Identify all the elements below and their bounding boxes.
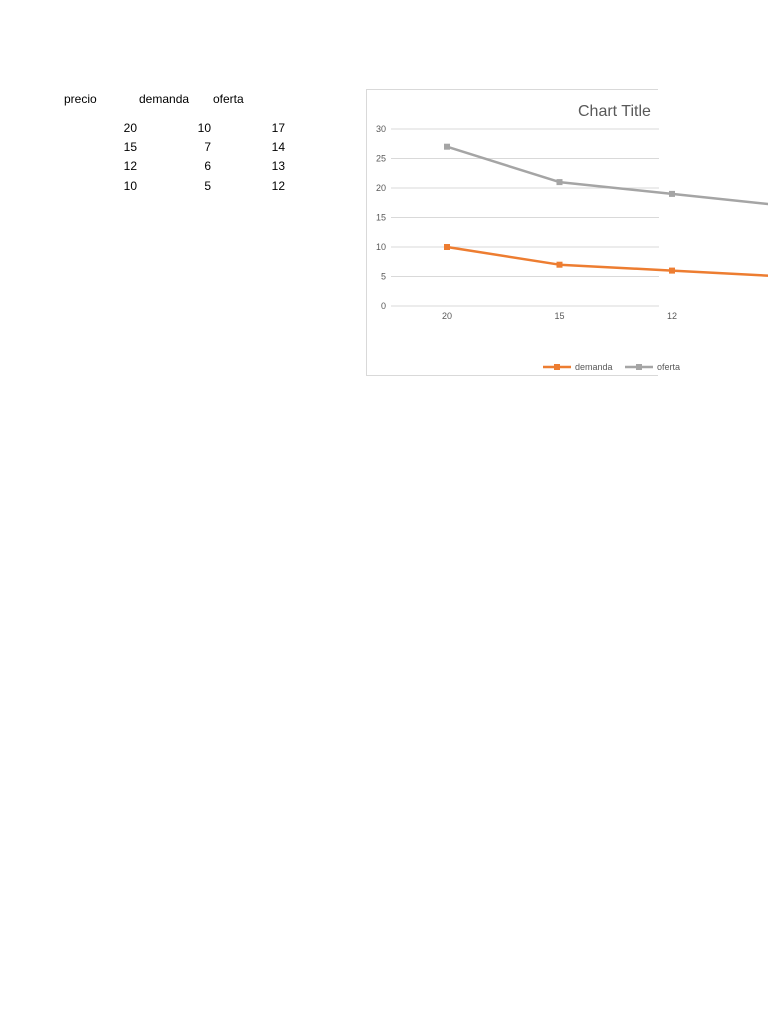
line-chart[interactable] bbox=[366, 89, 681, 376]
data-point bbox=[557, 262, 563, 268]
table-cell[interactable]: 13 bbox=[271, 159, 285, 173]
chart-plot bbox=[367, 90, 681, 377]
y-tick-label: 30 bbox=[375, 124, 386, 134]
table-cell[interactable]: 7 bbox=[204, 140, 211, 154]
y-tick-label: 20 bbox=[375, 183, 386, 193]
header-precio[interactable]: precio bbox=[64, 92, 97, 106]
x-tick-label: 20 bbox=[441, 311, 453, 321]
header-demanda[interactable]: demanda bbox=[139, 92, 190, 106]
table-cell[interactable]: 12 bbox=[123, 159, 137, 173]
legend-marker bbox=[636, 364, 642, 370]
data-point bbox=[669, 268, 675, 274]
header-oferta[interactable]: oferta bbox=[213, 92, 244, 106]
data-point bbox=[444, 144, 450, 150]
table-cell[interactable]: 10 bbox=[123, 179, 137, 193]
legend-label: oferta bbox=[657, 362, 681, 372]
x-tick-label: 12 bbox=[666, 311, 678, 321]
data-point bbox=[444, 244, 450, 250]
chart-title[interactable]: Chart Title bbox=[578, 103, 651, 120]
table-cell[interactable]: 15 bbox=[123, 140, 137, 154]
table-cell[interactable]: 14 bbox=[271, 140, 285, 154]
data-point bbox=[557, 179, 563, 185]
table-cell[interactable]: 20 bbox=[123, 121, 137, 135]
y-tick-label: 15 bbox=[375, 212, 386, 223]
legend-label: demanda bbox=[575, 362, 613, 372]
table-cell[interactable]: 17 bbox=[271, 121, 285, 135]
y-tick-label: 5 bbox=[380, 271, 386, 282]
table-cell[interactable]: 12 bbox=[271, 179, 285, 193]
x-tick-label: 15 bbox=[554, 311, 565, 321]
series-line-oferta bbox=[447, 147, 768, 206]
table-cell[interactable]: 6 bbox=[204, 159, 211, 173]
table-cell[interactable]: 5 bbox=[204, 179, 211, 193]
data-point bbox=[669, 191, 675, 197]
y-tick-label: 25 bbox=[375, 153, 386, 164]
table-cell[interactable]: 10 bbox=[197, 121, 211, 135]
data-table bbox=[0, 0, 320, 200]
series-line-demanda bbox=[447, 247, 768, 277]
y-tick-label: 0 bbox=[380, 301, 386, 311]
y-tick-label: 10 bbox=[375, 242, 386, 252]
legend-marker bbox=[554, 364, 560, 370]
